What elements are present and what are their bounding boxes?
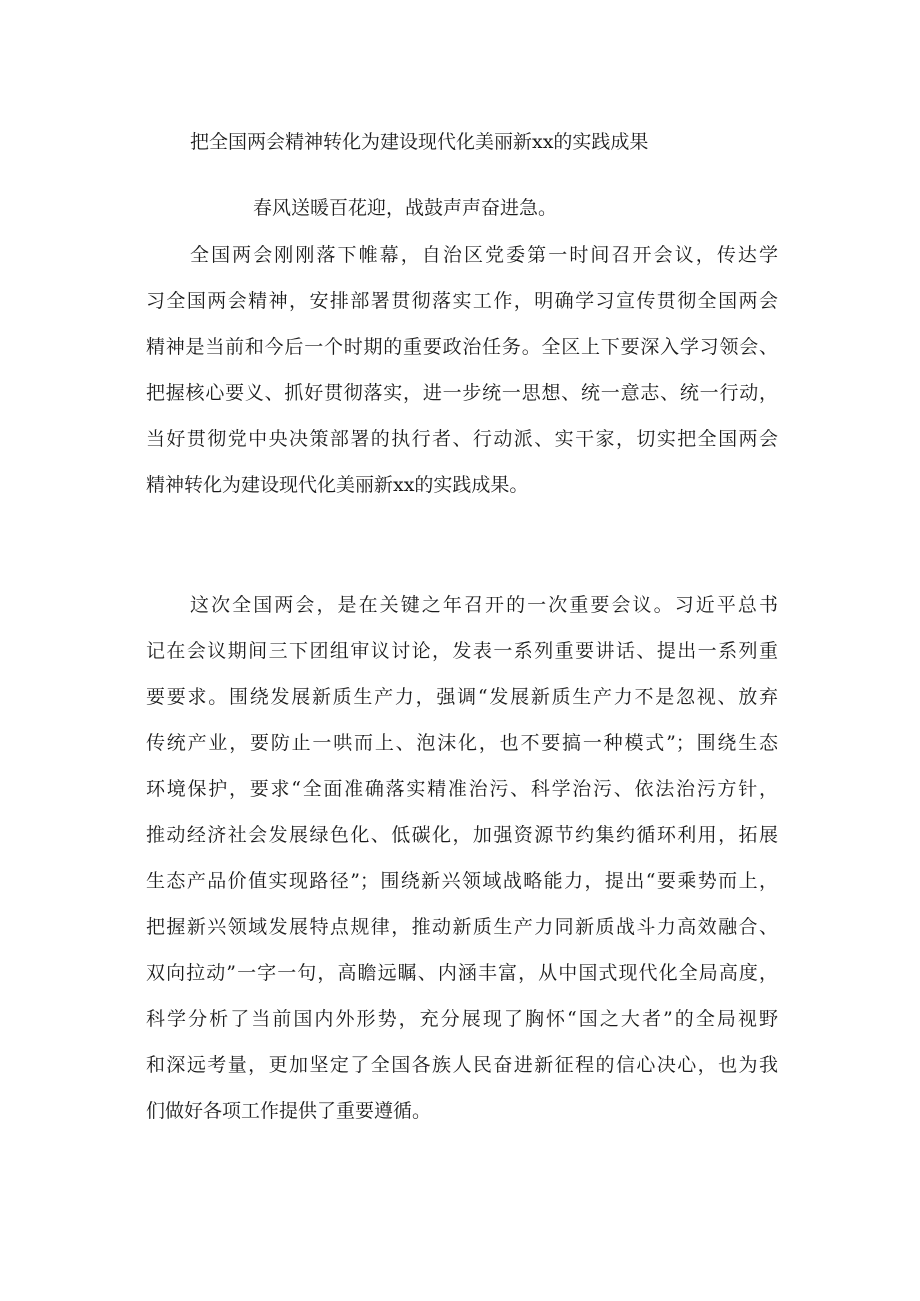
paragraph-line: 记在会议期间三下团组审议讨论，发表一系列重要讲话、提出一系列重	[146, 640, 778, 662]
paragraph-1	[146, 232, 778, 508]
paragraph-line: 精神转化为建设现代化美丽新xx的实践成果。	[146, 474, 529, 496]
paragraph-line: 科学分析了当前国内外形势，充分展现了胸怀“国之大者”的全局视野	[146, 1008, 778, 1030]
paragraph-line: 把握核心要义、抓好贯彻落实，进一步统一思想、统一意志、统一行动，	[146, 382, 778, 404]
paragraph-line: 这次全国两会，是在关键之年召开的一次重要会议。习近平总书	[190, 594, 778, 616]
paragraph-line: 要要求。围绕发展新质生产力，强调“发展新质生产力不是忽视、放弃	[146, 686, 778, 708]
document-title: 把全国两会精神转化为建设现代化美丽新xx的实践成果	[190, 131, 649, 153]
paragraph-line: 推动经济社会发展绿色化、低碳化，加强资源节约集约循环利用，拓展	[146, 824, 778, 846]
paragraph-line: 们做好各项工作提供了重要遵循。	[146, 1100, 432, 1122]
paragraph-line: 习全国两会精神，安排部署贯彻落实工作，明确学习宣传贯彻全国两会	[146, 290, 778, 312]
paragraph-line: 把握新兴领域发展特点规律，推动新质生产力同新质战斗力高效融合、	[146, 916, 778, 938]
paragraph-line: 双向拉动”一字一句，高瞻远瞩、内涵丰富，从中国式现代化全局高度，	[146, 962, 778, 984]
paragraph-line: 传统产业，要防止一哄而上、泡沫化，也不要搞一种模式”；围绕生态	[146, 732, 778, 754]
paragraph-line: 当好贯彻党中央决策部署的执行者、行动派、实干家，切实把全国两会	[146, 428, 778, 450]
paragraph-line: 和深远考量，更加坚定了全国各族人民奋进新征程的信心决心，也为我	[146, 1054, 778, 1076]
paragraph-line: 环境保护，要求“全面准确落实精准治污、科学治污、依法治污方针，	[146, 778, 778, 800]
paragraph-line: 全国两会刚刚落下帷幕，自治区党委第一时间召开会议，传达学	[190, 244, 778, 266]
paragraph-line: 精神是当前和今后一个时期的重要政治任务。全区上下要深入学习领会、	[146, 336, 778, 358]
document-subtitle: 春风送暖百花迎，战鼓声声奋进急。	[253, 197, 558, 219]
paragraph-2	[146, 582, 778, 1134]
paragraph-line: 生态产品价值实现路径”；围绕新兴领域战略能力，提出“要乘势而上，	[146, 870, 778, 892]
